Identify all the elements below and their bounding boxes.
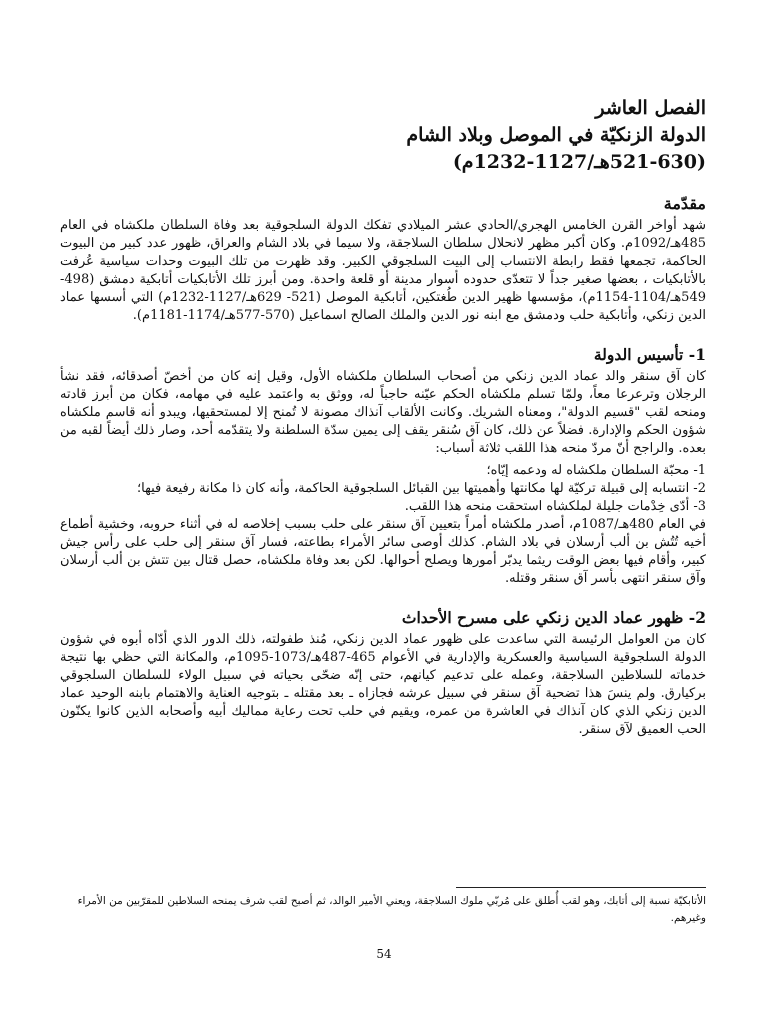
chapter-dates: (521-630هـ/1127-1232م) [452,151,706,173]
section1-heading: 1- تأسيس الدولة [593,345,706,364]
list-item: 1- محبّة السلطان ملكشاه له ودعمه إيّاه؛ [486,463,706,478]
intro-paragraph: شهد أواخر القرن الخامس الهجري/الحادي عشر الميلادي تفكك الدولة السلجوقية بعد وفاة السلطان ملكشاه في العام 485هـ/1092م. وكان أكبر مظهر لانحلال سلطان السلاجقة، ولا سيما في بلاد الشام والعراق، ظهور عدد كبير من البيوت الحاكمة، تجمعها فقط رابطة الانتساب إلى البيت السلجوقي الكبير. وقد ظهرت من تلك البيوت وحدات سياسية عُرفت بالأتابكيات ، بعضها صغير جداً لا تتعدّى حدوده أسوار مدينة أو قلعة واحدة. ومن أبرز تلك الأتابكيات أتابكية دمشق (498-549هـ/1104-1154م)، مؤسسها ظهير الدين طُغتكين، أتابكية الموصل (521- 629هـ/1127-1232م) التي أسسها عماد الدين زنكي، وأتابكية حلب ودمشق مع ابنه نور الدين والملك الصالح اسماعيل (570-577هـ/1174-1181م). [60,218,706,323]
section1-paragraph2: في العام 480هـ/1087م، أصدر ملكشاه أمراً بتعيين آق سنقر على حلب بسبب إخلاصه له في أثناء حروبه، وخشية أطماع أخيه تُتُش بن ألب أرسلان في بلاد الشام. كذلك أوصى سائر الأمراء بطاعته، فسار آق سنقر إلى حلب على رأس جيش كبير، وأقام فيها بعض الوقت ريثما يدبّر أمورها ويصلح أحوالها. لكن بعد وفاة ملكشاه، حصل قتال بين تتش بن ألب أرسلان وآق سنقر انتهى بأسر آق سنقر وقتله. [60,517,706,586]
footnote: الأتابكيّة نسبة إلى أتابك، وهو لقب أُطلق على مُربّي ملوك السلاجقة، ويعني الأمير الوالد، ثم أصبح لقب شرف يمنحه السلاطين للمقرّبين من الأمراء وغيرهم. [77,895,706,924]
footnote-divider [456,887,706,888]
section1-paragraph1: كان آق سنقر والد عماد الدين زنكي من أصحاب السلطان ملكشاه الأول، وقيل إنه كان من أخصّ أصدقائه، فقد نشأ الرجلان وترعرعا معاً، ولمّا تسلم ملكشاه الحكم عيّنه حاجباً له، ووثق به واعتمد عليه في مهامه، فكان من أبرز قادته ومنحه لقب "قسيم الدولة"، ومعناه الشريك. وكانت الألقاب آنذاك مصونة لا تُمنح إلا لمستحقيها، ويبدو أنه قاسم ملكشاه شؤون الحكم والإدارة. فضلاً عن ذلك، كان آق سُنقر يقف إلى يمين سدّة السلطنة ولا يتقدّمه أحد، وصار ذلك أيضاً لقبه من بعده. والراجح أنّ مردّ منحه هذا اللقب ثلاثة أسباب: [60,369,706,456]
intro-heading: مقدّمة [663,194,706,213]
section2-heading: 2- ظهور عماد الدين زنكي على مسرح الأحداث [401,608,706,627]
chapter-title: الدولة الزنكيّة في الموصل وبلاد الشام [406,124,706,146]
list-item: 3- أدّى خِدْمات جليلة لملكشاه استحقت منحه هذا اللقب. [404,499,706,514]
page-number: 54 [376,947,392,961]
section2-paragraph: كان من العوامل الرئيسة التي ساعدت على ظهور عماد الدين زنكي، مُنذ طفولته، ذلك الدور الذي أدّاه أبوه في شؤون الدولة السلجوقية السياسية والعسكرية والإدارية في الأعوام 465-487هـ/1073-1095م، والمكانة التي حظي بها نتيجة خدماته للسلاطين السلاجقة، وعمله على تدعيم كيانهم، حتى إنّه ضحّى بحياته في سبيل الولاء للسلطان السلجوقي بركيارق. ولم ينسَ هذا تضحية آق سنقر في سبيل عرشه فجازاه ـ بعد مقتله ـ بتوجيه العناية والاهتمام بابنه الوحيد عماد الدين زنكي الذي كان آنذاك في العاشرة من عمره، ويقيم في حلب تحت رعاية مماليك أبيه وأصحابه الذين كانوا يكنّون الحب العميق لآق سنقر. [60,632,707,737]
chapter-label: الفصل العاشر [595,97,706,119]
list-item: 2- انتسابه إلى قبيلة تركيّة لها مكانتها وأهميتها بين القبائل السلجوقية الحاكمة، وأنه كان ذا مكانة رفيعة فيها؛ [137,481,706,496]
